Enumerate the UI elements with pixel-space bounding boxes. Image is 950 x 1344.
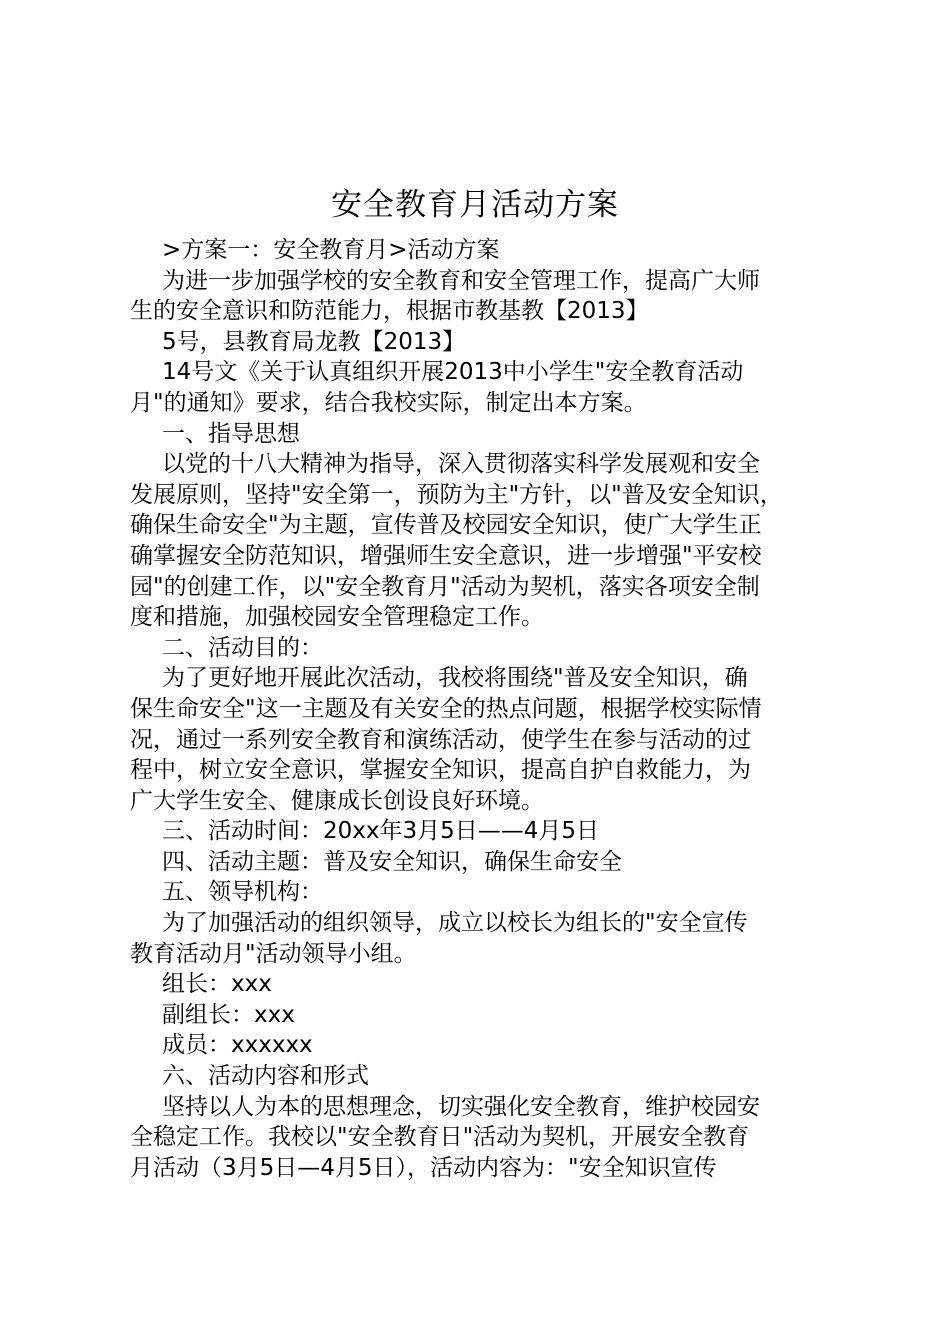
body-line: 生的安全意识和防范能力，根据市教基教【2013】 bbox=[130, 298, 649, 325]
body-line: 况，通过一系列安全教育和演练活动，使学生在参与活动的过 bbox=[130, 726, 751, 753]
body-line: 成员：xxxxxx bbox=[162, 1032, 313, 1059]
body-line: 二、活动目的： bbox=[162, 634, 323, 661]
body-line: 组长：xxx bbox=[162, 971, 272, 998]
body-line: >方案一：安全教育月>活动方案 bbox=[162, 237, 500, 263]
body-line: 五、领导机构： bbox=[162, 879, 323, 906]
body-line: 坚持以人为本的思想理念，切实强化安全教育，维护校园安 bbox=[162, 1093, 760, 1120]
body-line: 广大学生安全、健康成长创设良好环境。 bbox=[130, 787, 544, 814]
body-line: 全稳定工作。我校以"安全教育日"活动为契机，开展安全教育 bbox=[130, 1124, 750, 1151]
body-line: 月活动（3月5日—4月5日），活动内容为："安全知识宣传 bbox=[130, 1154, 717, 1181]
body-line: 为了更好地开展此次活动，我校将围绕"普及安全知识，确 bbox=[162, 665, 748, 692]
body-line: 月"的通知》要求，结合我校实际，制定出本方案。 bbox=[130, 389, 647, 416]
body-line: 14号文《关于认真组织开展2013中小学生"安全教育活动 bbox=[162, 359, 744, 386]
body-line: 确掌握安全防范知识，增强师生安全意识，进一步增强"平安校 bbox=[130, 542, 762, 569]
document-body bbox=[130, 235, 845, 1183]
body-line: 一、指导思想 bbox=[162, 420, 300, 447]
body-line: 为了加强活动的组织领导，成立以校长为组长的"安全宣传 bbox=[162, 910, 748, 937]
document-title: 安全教育月活动方案 bbox=[331, 187, 619, 223]
body-line: 度和措施，加强校园安全管理稳定工作。 bbox=[130, 604, 544, 631]
body-line: 确保生命安全"为主题，宣传普及校园安全知识，使广大学生正 bbox=[130, 512, 762, 539]
body-line: 副组长：xxx bbox=[162, 1001, 295, 1028]
body-line: 5号，县教育局龙教【2013】 bbox=[162, 328, 466, 355]
body-line: 以党的十八大精神为指导，深入贯彻落实科学发展观和安全 bbox=[162, 451, 760, 478]
body-line: 教育活动月"活动领导小组。 bbox=[130, 940, 417, 967]
body-line: 园"的创建工作，以"安全教育月"活动为契机，落实各项安全制 bbox=[130, 573, 760, 600]
body-line: 三、活动时间：20xx年3月5日——4月5日 bbox=[162, 818, 600, 845]
body-line: 程中，树立安全意识，掌握安全知识，提高自护自救能力，为 bbox=[130, 757, 751, 784]
body-line: 发展原则，坚持"安全第一，预防为主"方针，以"普及安全知识， bbox=[130, 481, 783, 508]
body-line: 四、活动主题：普及安全知识，确保生命安全 bbox=[162, 848, 622, 875]
body-line: 保生命安全"这一主题及有关安全的热点问题，根据学校实际情 bbox=[130, 695, 762, 722]
body-line: 六、活动内容和形式 bbox=[162, 1063, 369, 1090]
body-line: 为进一步加强学校的安全教育和安全管理工作，提高广大师 bbox=[162, 267, 760, 294]
